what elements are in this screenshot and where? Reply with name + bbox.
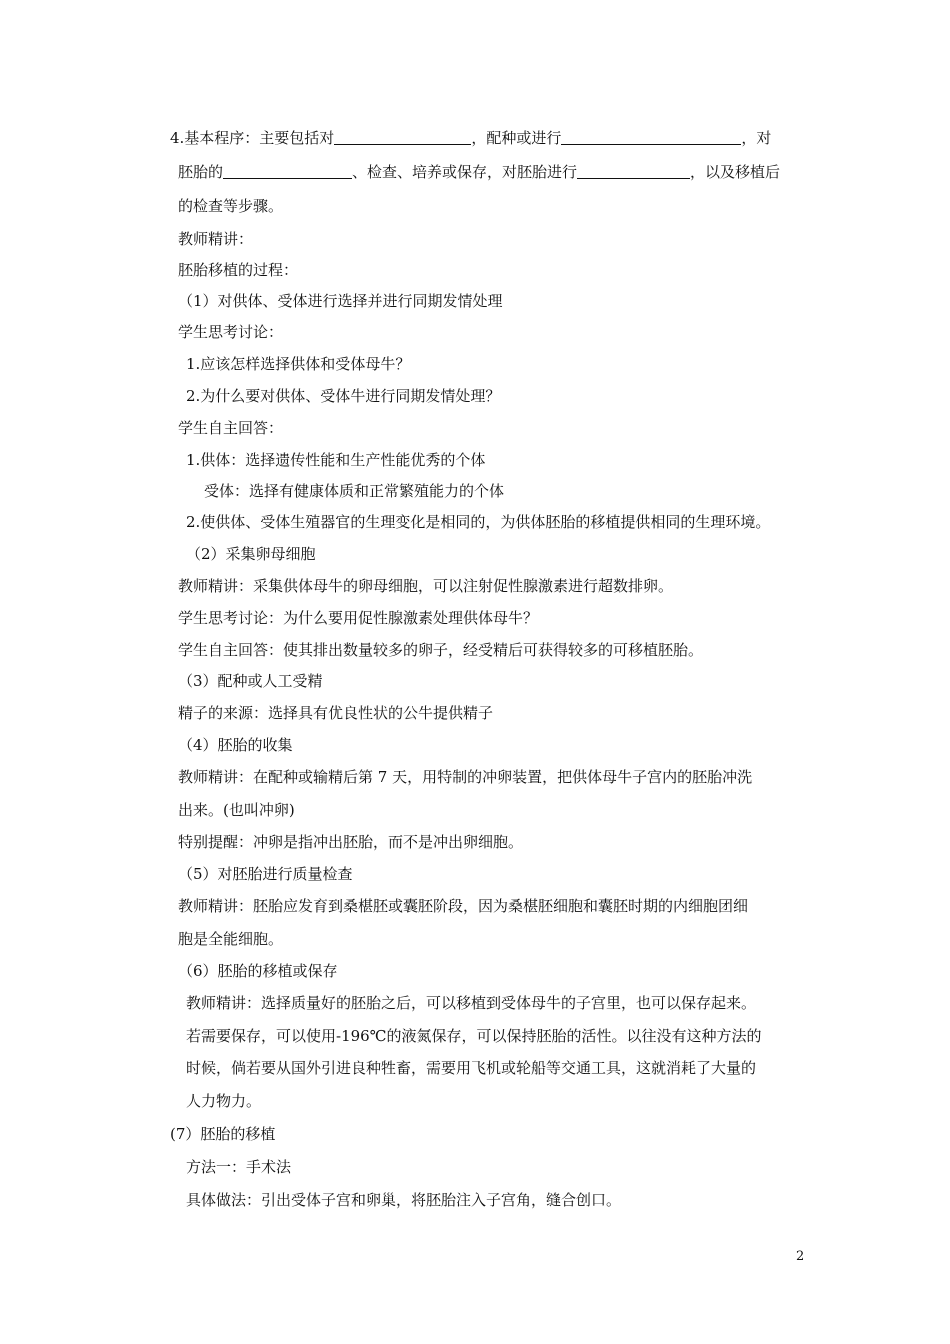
text-line: 出来。(也叫冲卵) <box>178 801 295 819</box>
text-line: 学生思考讨论： <box>178 323 284 341</box>
text-line: 学生自主回答：使其排出数量较多的卵子，经受精后可获得较多的可移植胚胎。 <box>178 641 704 659</box>
page-number: 2 <box>796 1249 805 1264</box>
section-heading: （5）对胚胎进行质量检查 <box>178 865 353 883</box>
text-line: 的检查等步骤。 <box>178 197 284 215</box>
text-line: 教师精讲：胚胎应发育到桑椹胚或囊胚阶段，因为桑椹胚细胞和囊胚时期的内细胞团细 <box>178 897 749 915</box>
text-line: 2.使供体、受体生殖器官的生理变化是相同的，为供体胚胎的移植提供相同的生理环境。 <box>186 513 771 531</box>
fill-blank-3[interactable] <box>223 163 352 179</box>
text-line: 学生思考讨论：为什么要用促性腺激素处理供体母牛？ <box>178 609 539 627</box>
text-line: 教师精讲：采集供体母牛的卵母细胞，可以注射促性腺激素进行超数排卵。 <box>178 577 674 595</box>
section-heading: (7）胚胎的移植 <box>170 1125 276 1143</box>
text-line: 1.供体：选择遗传性能和生产性能优秀的个体 <box>186 451 486 469</box>
text-line: 若需要保存，可以使用-196℃的液氮保存，可以保持胚胎的活性。以往没有这种方法的 <box>186 1027 762 1045</box>
text-segment: ，对 <box>741 129 772 147</box>
text-line-1 <box>170 128 771 148</box>
text-line: 具体做法：引出受体子宫和卵巢，将胚胎注入子宫角，缝合创口。 <box>186 1191 622 1209</box>
section-heading: （1）对供体、受体进行选择并进行同期发情处理 <box>178 292 503 310</box>
text-segment: 、检查、培养或保存，对胚胎进行 <box>352 163 578 181</box>
text-line: 教师精讲： <box>178 230 254 248</box>
fill-blank-1[interactable] <box>334 129 471 145</box>
text-line: 1.应该怎样选择供体和受体母牛？ <box>186 355 411 373</box>
section-heading: （2）采集卵母细胞 <box>186 545 316 563</box>
text-line: 胞是全能细胞。 <box>178 930 284 948</box>
section-heading: （6）胚胎的移植或保存 <box>178 962 338 980</box>
text-line: 教师精讲：选择质量好的胚胎之后，可以移植到受体母牛的子宫里，也可以保存起来。 <box>186 994 757 1012</box>
text-segment: ，以及移植后 <box>690 163 781 181</box>
fill-blank-2[interactable] <box>561 129 741 145</box>
fill-blank-4[interactable] <box>577 163 690 179</box>
text-line: 精子的来源：选择具有优良性状的公牛提供精子 <box>178 704 494 722</box>
text-segment: 胚胎的 <box>178 163 224 181</box>
text-line: 受体：选择有健康体质和正常繁殖能力的个体 <box>204 482 505 500</box>
text-line: 学生自主回答： <box>178 419 284 437</box>
section-heading: （4）胚胎的收集 <box>178 736 293 754</box>
text-line: 教师精讲：在配种或输精后第 7 天，用特制的冲卵装置，把供体母牛子宫内的胚胎冲洗 <box>178 768 753 786</box>
text-line: 人力物力。 <box>186 1092 262 1110</box>
text-line-2 <box>178 162 780 182</box>
section-heading: （3）配种或人工受精 <box>178 672 323 690</box>
text-segment: 4.基本程序：主要包括对 <box>170 129 335 147</box>
text-line: 特别提醒：冲卵是指冲出胚胎，而不是冲出卵细胞。 <box>178 833 524 851</box>
text-line: 时候，倘若要从国外引进良种牲畜，需要用飞机或轮船等交通工具，这就消耗了大量的 <box>186 1059 757 1077</box>
text-line: 方法一：手术法 <box>186 1158 292 1176</box>
text-line: 胚胎移植的过程： <box>178 261 299 279</box>
text-segment: ，配种或进行 <box>471 129 562 147</box>
text-line: 2.为什么要对供体、受体牛进行同期发情处理？ <box>186 387 501 405</box>
